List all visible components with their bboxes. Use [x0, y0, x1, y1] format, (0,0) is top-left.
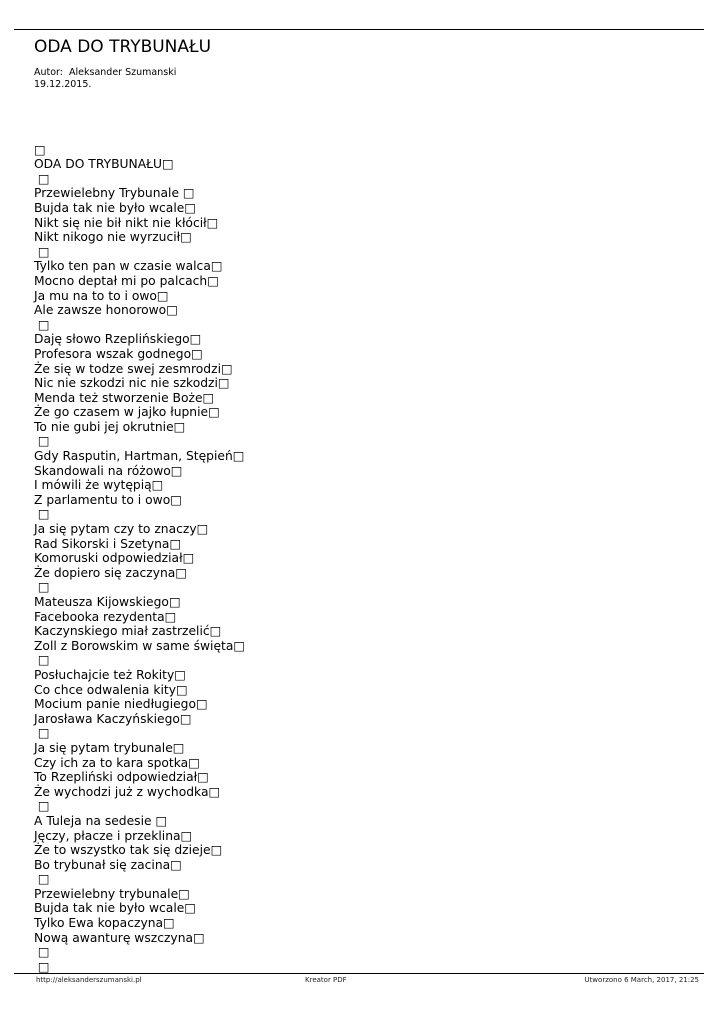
- poem-line: I mówili że wytępią□: [34, 478, 164, 493]
- poem-line: □: [34, 959, 50, 974]
- poem-body: [34, 128, 245, 974]
- document-date: 19.12.2015.: [34, 79, 92, 90]
- poem-line: Kaczynskiego miał zastrzelić□: [34, 624, 222, 639]
- poem-line: Że dopiero się zaczyna□: [34, 565, 187, 580]
- poem-line: □: [34, 872, 50, 887]
- document-meta: [34, 67, 176, 91]
- poem-line: Że to wszystko tak się dzieje□: [34, 843, 223, 858]
- poem-line: Mocno deptał mi po palcach□: [34, 273, 219, 288]
- poem-line: □: [34, 317, 50, 332]
- poem-line: Komoruski odpowiedział□: [34, 551, 195, 566]
- poem-line: Co chce odwalenia kity□: [34, 682, 188, 697]
- poem-line: Zoll z Borowskim w same święta□: [34, 638, 245, 653]
- poem-line: □: [34, 142, 46, 157]
- poem-line: Ja się pytam trybunale□: [34, 740, 185, 755]
- poem-line: Mateusza Kijowskiego□: [34, 595, 181, 609]
- poem-line: □: [34, 580, 50, 595]
- footer-created-date: Utworzono 6 March, 2017, 21:25: [584, 976, 699, 984]
- poem-line: Przewielebny trybunale□: [34, 886, 190, 901]
- footer-url[interactable]: http://aleksanderszumanski.pl: [36, 976, 142, 984]
- poem-line: Menda też stworzenie Boże□: [34, 390, 215, 405]
- poem-line: Posłuchajcie też Rokity□: [34, 667, 186, 682]
- poem-line: Czy ich za to kara spotka□: [34, 755, 200, 770]
- poem-line: Nikt nikogo nie wyrzucił□: [34, 230, 192, 245]
- poem-line: Tylko Ewa kopaczyna□: [34, 916, 175, 931]
- footer-divider: [14, 973, 704, 974]
- poem-line: Bujda tak nie było wcale□: [34, 901, 196, 916]
- poem-line: Profesora wszak godnego□: [34, 346, 203, 361]
- poem-line: To nie gubi jej okrutnie□: [34, 419, 186, 434]
- poem-line: Że go czasem w jajko łupnie□: [34, 405, 220, 420]
- poem-line: Bujda tak nie było wcale□: [34, 200, 196, 215]
- poem-line: Facebooka rezydenta□: [34, 609, 177, 624]
- poem-line: [34, 128, 245, 143]
- poem-line: Rad Sikorski i Szetyna□: [34, 536, 182, 551]
- document-title: ODA DO TRYBUNAŁU: [34, 37, 212, 57]
- poem-line: □: [34, 507, 50, 522]
- poem-line: □: [34, 945, 50, 960]
- poem-line: □: [34, 726, 50, 741]
- header-divider: [14, 29, 704, 30]
- poem-line: Bo trybunał się zacina□: [34, 857, 182, 872]
- footer-creator: Kreator PDF: [305, 976, 347, 984]
- poem-line: Nikt się nie bił nikt nie kłócił□: [34, 215, 219, 230]
- poem-line: Gdy Rasputin, Hartman, Stępień□: [34, 449, 245, 464]
- poem-line: □: [34, 434, 50, 449]
- poem-line: Ja się pytam czy to znaczy□: [34, 522, 209, 537]
- poem-line: □: [34, 799, 50, 814]
- author-line: Autor: Aleksander Szumanski: [34, 67, 177, 78]
- poem-line: Jęczy, płacze i przeklina□: [34, 828, 193, 843]
- poem-line: □: [34, 171, 50, 186]
- poem-line: Że się w todze swej zesmrodzi□: [34, 361, 233, 376]
- poem-line: Przewielebny Trybunale □: [34, 186, 195, 201]
- poem-line: Mocium panie niedługiego□: [34, 697, 208, 712]
- poem-line: Tylko ten pan w czasie walca□: [34, 259, 223, 274]
- poem-line: Daję słowo Rzeplińskiego□: [34, 332, 202, 347]
- poem-line: To Rzepliński odpowiedział□: [34, 770, 209, 785]
- poem-line: □: [34, 244, 50, 259]
- poem-line: Nową awanturę wszczyna□: [34, 930, 205, 945]
- poem-line: Jarosława Kaczyńskiego□: [34, 711, 192, 726]
- poem-line: Ja mu na to to i owo□: [34, 288, 169, 303]
- poem-line: A Tuleja na sedesie □: [34, 813, 168, 828]
- poem-line: Nic nie szkodzi nic nie szkodzi□: [34, 376, 230, 391]
- poem-line: ODA DO TRYBUNAŁU□: [34, 157, 174, 172]
- poem-line: Z parlamentu to i owo□: [34, 492, 182, 507]
- poem-line: Że wychodzi już z wychodka□: [34, 784, 221, 799]
- poem-line: Skandowali na różowo□: [34, 463, 183, 478]
- poem-line: Ale zawsze honorowo□: [34, 303, 178, 318]
- poem-line: □: [34, 653, 50, 668]
